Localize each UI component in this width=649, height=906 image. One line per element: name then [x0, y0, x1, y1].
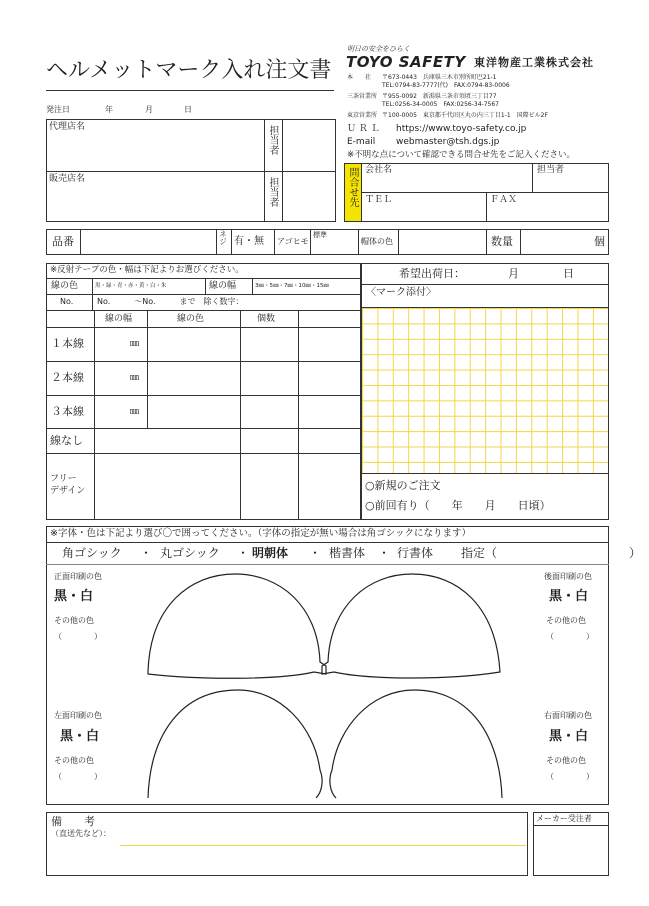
back-helmet-outline [322, 574, 500, 678]
email-label: E-mail [347, 137, 376, 147]
tape-width-label: 線の幅 [209, 281, 237, 291]
right-bw-option[interactable]: 黒・白 [549, 729, 589, 744]
left-helmet-outline [148, 690, 322, 798]
tokyo-address: 〒100-0005 東京都千代田区丸の内三丁目1-1 国際ビル2F [382, 112, 548, 119]
row-two-mm: ㎜ [130, 373, 140, 383]
font-gyosho[interactable]: 行書体 [397, 546, 434, 560]
font-sep-2: ・ [237, 546, 250, 560]
new-order-option[interactable]: ○新規のご注文 [365, 479, 441, 492]
agency-label: 代理店名 [49, 122, 86, 132]
remarks-field[interactable] [50, 848, 524, 874]
front-print-label: 正面印刷の色 [54, 572, 102, 581]
mark-attach-label: 〈マーク添付〉 [366, 287, 436, 298]
screw-label: ネジ [218, 230, 228, 245]
seller-field[interactable] [49, 187, 261, 219]
remarks-label: 備 考 [51, 815, 95, 828]
col-width-header: 線の幅 [105, 314, 133, 324]
tape-no-range[interactable]: No. ～No. まで 除く数字： [97, 297, 244, 306]
contact-label: 問合せ先 [347, 167, 358, 207]
front-other-label: その他の色 [54, 616, 94, 625]
right-other-label: その他の色 [546, 756, 586, 765]
company-url[interactable]: https://www.toyo-safety.co.jp [396, 124, 527, 134]
hinban-field[interactable] [82, 231, 214, 253]
left-bw-option[interactable]: 黒・白 [60, 729, 100, 744]
row-one-line: １本線 [51, 337, 84, 350]
helmet-drawings [140, 566, 520, 802]
seller-tanto-field[interactable] [284, 173, 334, 221]
hinban-label: 品番 [52, 235, 74, 248]
contact-tel-label: ＴＥＬ [365, 195, 393, 205]
sanjo-tel: TEL:0256-34-0005 FAX:0256-34-7567 [382, 101, 499, 108]
back-other-label: その他の色 [546, 616, 586, 625]
font-sep-1: ・ [140, 546, 153, 560]
seller-label: 販売店名 [49, 174, 86, 184]
row-no-line: 線なし [50, 434, 83, 447]
back-print-label: 後面印刷の色 [544, 572, 592, 581]
maker-receiver-label: メーカー受注者 [536, 814, 592, 823]
left-other-field[interactable]: （ ） [54, 772, 102, 781]
font-mincho[interactable]: 明朝体 [252, 546, 289, 560]
row-free-design-1: フリー [50, 474, 77, 484]
row-one-mm: ㎜ [130, 339, 140, 349]
contact-tanto-label: 担当者 [537, 165, 565, 175]
sanjo-label: 三条営業所 [347, 93, 378, 100]
page-title: ヘルメットマーク入れ注文書 [46, 58, 332, 83]
company-logo: TOYO SAFETY [346, 53, 466, 71]
right-helmet-outline [330, 690, 502, 798]
right-other-field[interactable]: （ ） [546, 772, 594, 781]
back-other-field[interactable]: （ ） [546, 632, 594, 641]
front-helmet-outline [148, 574, 326, 678]
agency-tanto-field[interactable] [284, 121, 334, 169]
hq-label: 本 社 [347, 74, 372, 81]
seller-tanto-label: 担当者 [267, 177, 278, 207]
font-sep-3: ・ [309, 546, 322, 560]
left-other-label: その他の色 [54, 756, 94, 765]
row-two-line: ２本線 [51, 371, 84, 384]
right-print-label: 右面印刷の色 [544, 711, 592, 720]
font-kaisho[interactable]: 楷書体 [329, 546, 366, 560]
ship-date-month: 月 [508, 267, 519, 280]
font-kaku-gothic[interactable]: 角ゴシック [62, 546, 122, 560]
url-label: Ｕ Ｒ Ｌ [347, 124, 380, 134]
agency-field[interactable] [49, 135, 261, 167]
contact-note: ※不明な点について確認できる問合せ先をご記入ください。 [347, 150, 575, 160]
repeat-order-option[interactable]: ○前回有り（ 年 月 日頃） [365, 499, 551, 512]
tape-width-options[interactable]: 3㎜・5㎜・7㎜・10㎜・15㎜ [255, 283, 329, 289]
screw-yes-no[interactable]: 有・無 [234, 236, 264, 247]
order-date-label: 発注日 [46, 105, 70, 114]
order-date-year: 年 [105, 105, 113, 114]
company-email[interactable]: webmaster@tsh.dgs.jp [396, 137, 500, 147]
font-custom[interactable]: 指定（ ） [461, 546, 642, 560]
col-color-header: 線の色 [177, 314, 205, 324]
sanjo-address: 〒955-0092 新潟県三条市須頃三丁目77 [382, 93, 497, 100]
row-three-line: ３本線 [51, 405, 84, 418]
contact-fax-label: ＦＡＸ [490, 195, 518, 205]
tape-no-label: No. [60, 297, 74, 306]
order-date-day: 日 [184, 105, 192, 114]
body-color-field[interactable] [400, 231, 484, 253]
order-date-month: 月 [145, 105, 153, 114]
row-free-design-2: デザイン [50, 486, 86, 496]
contact-company-label: 会社名 [365, 165, 393, 175]
mark-drawing-grid[interactable] [362, 308, 608, 473]
col-count-header: 個数 [257, 314, 276, 324]
maker-receiver-field[interactable] [535, 827, 607, 874]
tape-color-options[interactable]: 黒・緑・青・赤・黄・白・朱 [95, 283, 167, 289]
ship-date-day: 日 [563, 267, 574, 280]
front-other-field[interactable]: （ ） [54, 632, 102, 641]
row-three-mm: ㎜ [130, 407, 140, 417]
back-bw-option[interactable]: 黒・白 [549, 589, 589, 604]
remarks-sub-label: （直送先など）： [51, 829, 111, 838]
qty-label: 数量 [491, 235, 513, 248]
hq-address: 〒673-0443 兵庫県三木市別所町巴21-1 [382, 74, 497, 81]
font-maru-gothic[interactable]: 丸ゴシック [160, 546, 220, 560]
title-underline [46, 90, 334, 91]
front-bw-option[interactable]: 黒・白 [54, 589, 94, 604]
font-note: ※字体・色は下記より選び〇で囲ってください。（字体の指定が無い場合は角ゴシックになります） [50, 528, 472, 539]
tape-note: ※反射テープの色・幅は下記よりお選びください。 [50, 265, 244, 275]
agency-tanto-label: 担当者 [267, 125, 278, 155]
body-color-label: 帽体の色 [361, 237, 393, 246]
company-slogan: 明日の安全をひらく [347, 45, 410, 53]
ship-date-label: 希望出荷日： [399, 267, 465, 280]
chin-strap-standard: 標準 [313, 231, 327, 239]
tape-color-label: 線の色 [51, 281, 79, 291]
chin-strap-label: アゴヒモ [277, 237, 309, 246]
qty-field[interactable] [522, 231, 592, 253]
left-print-label: 左面印刷の色 [54, 711, 102, 720]
company-name: 東洋物産工業株式会社 [474, 56, 594, 69]
hq-tel: TEL:0794-83-7777(代) FAX:0794-83-0006 [382, 82, 510, 89]
font-sep-4: ・ [378, 546, 391, 560]
qty-unit: 個 [594, 235, 605, 248]
tokyo-label: 東京営業所 [347, 112, 378, 119]
